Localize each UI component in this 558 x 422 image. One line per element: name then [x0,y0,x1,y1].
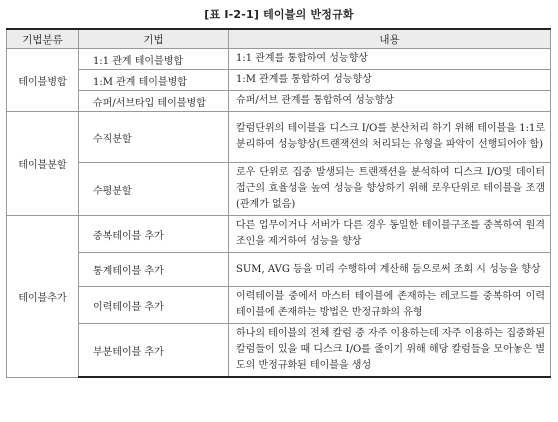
table-row [7,70,551,91]
header-content: 내용 [229,29,551,49]
content-cell: 로우 단위로 집중 발생되는 트랜잭션을 분석하여 디스크 I/O및 데이터접근의 효율성을 높여 성능을 향상하기 위해 로우단위로 테이블을 조갬(관계가 없음) [229,163,551,216]
technique-cell: 이력테이블 추가 [79,287,229,324]
content-cell: 다른 업무이거나 서버가 다른 경우 동일한 테이블구조를 중복하여 원격조인을 제거하여 성능을 향상 [229,216,551,253]
content-cell: 슈퍼/서브 관계를 통합하여 성능향상 [229,91,551,112]
table-row [7,91,551,112]
technique-cell: 부분테이블 추가 [79,324,229,378]
table-row [7,112,551,163]
table-row [7,216,551,253]
denormalization-table [6,28,551,378]
technique-cell: 수평분할 [79,163,229,216]
header-category: 기법분류 [7,29,79,49]
table-row [7,49,551,70]
technique-cell: 수직분할 [79,112,229,163]
category-cell: 테이블분할 [7,112,79,216]
category-cell: 테이블추가 [7,216,79,378]
table-row [7,253,551,287]
table-row [7,163,551,216]
category-cell: 테이블병합 [7,49,79,112]
table-row [7,324,551,378]
header-technique: 기법 [79,29,229,49]
content-cell: SUM, AVG 등을 미리 수행하여 계산해 둠으로써 조회 시 성능을 향상 [229,253,551,287]
table-row [7,287,551,324]
technique-cell: 1:1 관계 테이블병합 [79,49,229,70]
technique-cell: 1:M 관계 테이블병합 [79,70,229,91]
table-header-row [7,29,551,49]
table-caption: [표 Ⅰ-2-1] 테이블의 반정규화 [204,8,354,21]
technique-cell: 중복테이블 추가 [79,216,229,253]
content-cell: 하나의 테이블의 전체 칼럼 중 자주 이용하는데 자주 이용하는 집중화된 칼럼들이 있을 때 디스크 I/O를 줄이기 위해 해당 칼럼들을 모아놓은 별도의 반정규화된 테이블을 생성 [229,324,551,378]
content-cell: 칼럼단위의 테이블을 디스크 I/O를 분산처리 하기 위해 테이블을 1:1로 분리하여 성능향상(트랜잭션의 처리되는 유형을 파악이 선행되어야 함) [229,112,551,163]
content-cell: 이력테이블 중에서 마스터 테이블에 존재하는 레코드를 중복하여 이력테이블에 존재하는 방법은 반정규화의 유형 [229,287,551,324]
technique-cell: 통계테이블 추가 [79,253,229,287]
content-cell: 1:1 관계를 통합하여 성능향상 [229,49,551,70]
content-cell: 1:M 관계를 통합하여 성능향상 [229,70,551,91]
technique-cell: 슈퍼/서브타입 테이블병합 [79,91,229,112]
